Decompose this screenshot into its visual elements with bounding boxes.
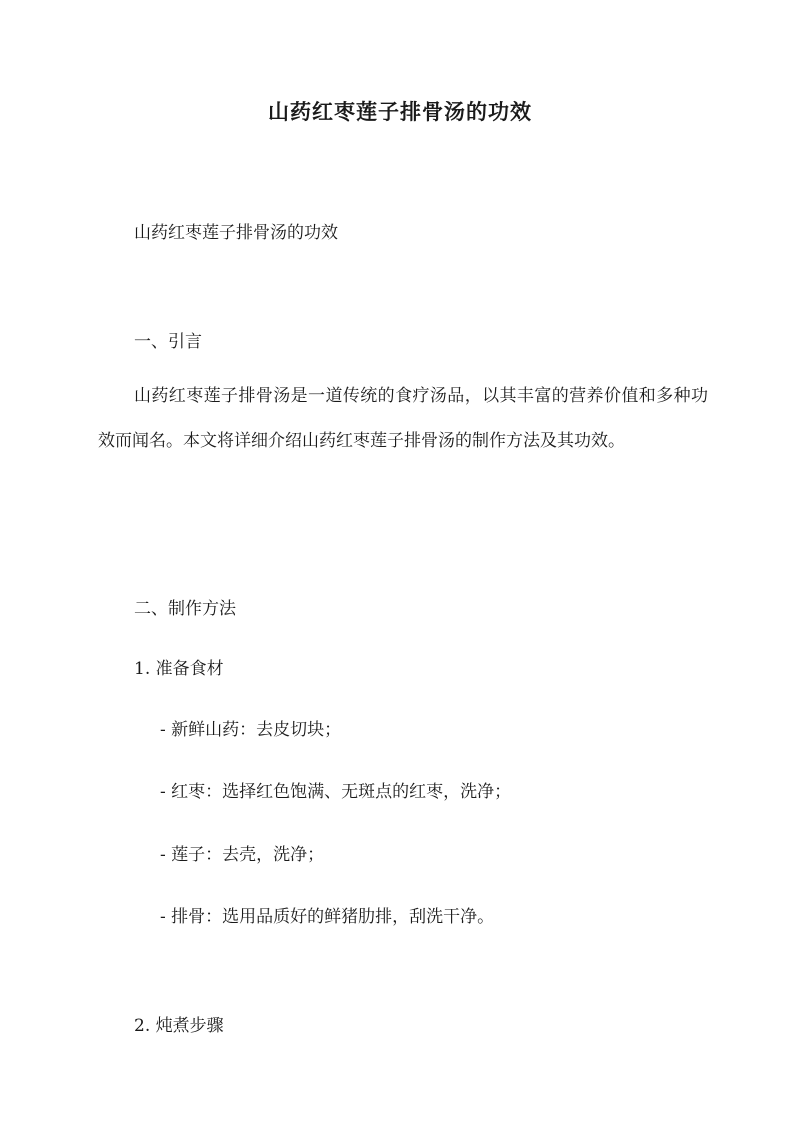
document-title: 山药红枣莲子排骨汤的功效 bbox=[268, 99, 532, 124]
list-item: - 莲子：去壳，洗净； bbox=[160, 845, 325, 865]
list-item: - 红枣：选择红色饱满、无斑点的红枣，洗净； bbox=[160, 782, 512, 802]
list-item: - 排骨：选用品质好的鲜猪肋排，刮洗干净。 bbox=[160, 907, 495, 927]
section-heading-intro: 一、引言 bbox=[134, 332, 202, 352]
list-item: - 新鲜山药：去皮切块； bbox=[160, 720, 342, 740]
intro-paragraph: 山药红枣莲子排骨汤是一道传统的食疗汤品，以其丰富的营养价值和多种功效而闻名。本文将详细介绍山药红枣莲子排骨汤的制作方法及其功效。 bbox=[98, 386, 708, 451]
step-heading-cooking: 2. 炖煮步骤 bbox=[134, 1016, 224, 1036]
section-heading-method: 二、制作方法 bbox=[134, 599, 236, 619]
step-heading-ingredients: 1. 准备食材 bbox=[134, 659, 224, 679]
document-subtitle: 山药红枣莲子排骨汤的功效 bbox=[134, 223, 338, 243]
